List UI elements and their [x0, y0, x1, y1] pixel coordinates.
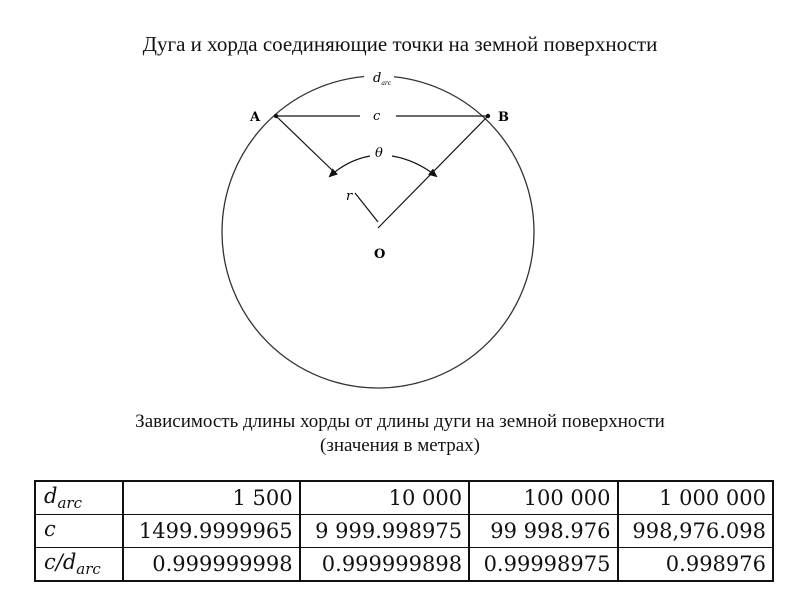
table-cell: 10 000 [300, 481, 470, 515]
point-a-label: A [250, 110, 261, 125]
angle-label: θ [375, 146, 383, 161]
table-row-c [35, 515, 773, 548]
table-cell: 0.998976 [618, 548, 774, 582]
point-b-dot [486, 114, 490, 118]
row-header: $c/d_{arc}$ [35, 548, 123, 582]
table-cell: 0.99998975 [469, 548, 617, 582]
table-cell: 1 500 [123, 481, 300, 515]
caption-line-1: Зависимость длины хорды от длины дуги на земной поверхности [135, 411, 665, 432]
radius-line-b [378, 116, 488, 228]
point-a-dot [274, 114, 278, 118]
center-label: O [374, 247, 386, 262]
values-table [34, 480, 774, 582]
table-row-darc [35, 481, 773, 515]
table-cell: 1499.9999965 [123, 515, 300, 548]
table-cell: 998,976.098 [618, 515, 774, 548]
table-caption [0, 410, 800, 458]
table-cell: 0.999999998 [123, 548, 300, 582]
arc-label: $d_{arc}$ [373, 71, 392, 87]
angle-arc-right [392, 156, 436, 176]
point-b-label: B [498, 110, 509, 125]
chord-label: c [373, 109, 381, 124]
table-cell: 1 000 000 [618, 481, 774, 515]
radius-line-a [276, 116, 333, 171]
page-title: Дуга и хорда соединяющие точки на земной поверхности [142, 32, 658, 56]
table-cell: 9 999.998975 [300, 515, 470, 548]
table-row-ratio [35, 548, 773, 582]
radius-line-a-lower [355, 193, 378, 222]
table-cell: 99 998.976 [469, 515, 617, 548]
table-cell: 0.999999898 [300, 548, 470, 582]
radius-label: r [346, 189, 353, 204]
row-header: $d_{arc}$ [35, 481, 123, 515]
caption-line-2: (значения в метрах) [320, 435, 480, 456]
row-header: c [35, 515, 123, 548]
table-cell: 100 000 [469, 481, 617, 515]
angle-arc-left [330, 156, 370, 176]
